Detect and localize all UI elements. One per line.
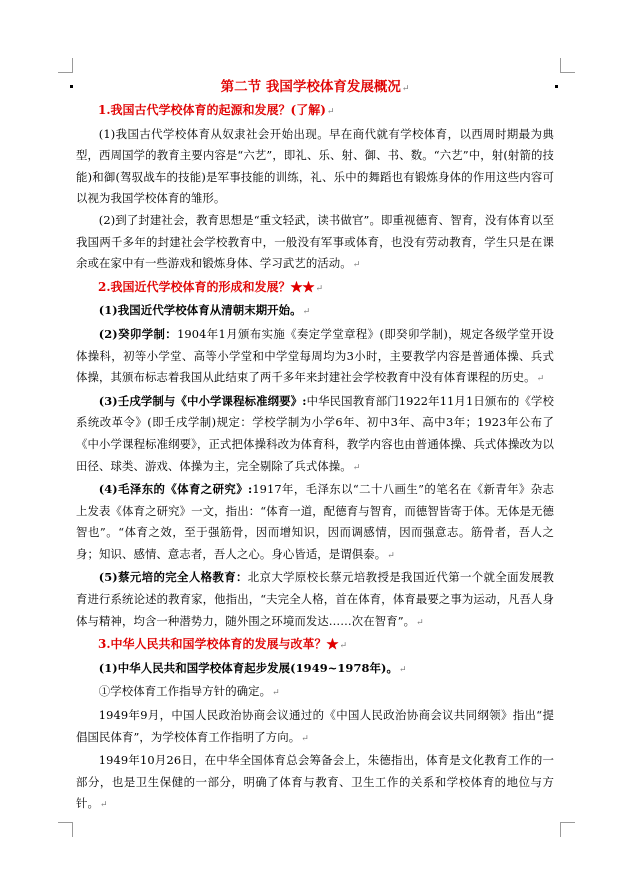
paragraph: (3)壬戌学制与《中小学课程标准纲要》:中华民国教育部门1922年11月1日颁布的《学校系统改革令》(即壬戌学制)规定：学校学制为小学6年、初中3年、高中3年；1923年公布了《中小学课程标准纲要》，正式把体操科改为体育科，教学内容也由普通体操、兵式体操改为以田径、球类、游戏、体操为主，完全剔除了兵式体操。↵	[76, 393, 554, 473]
list-bullet-marker	[70, 85, 73, 88]
paragraph: (1)中华人民共和国学校体育起步发展(1949~1978年)。↵	[98, 660, 407, 675]
crop-mark-top-right	[560, 58, 575, 73]
paragraph: (4)毛泽东的《体育之研究》:1917年，毛泽东以“二十八画生”的笔名在《新青年》杂志上发表《体育之研究》一文，指出：“体育一道，配德育与智育，而德智皆寄于体。无体是无德智也”。“体育之效，至于强筋骨，因而增知识，因而调感情，因而强意志。筋骨者，吾人之身；知识、感情、意志者，吾人之心。身心皆适，是谓俱泰。↵	[76, 482, 554, 561]
section-heading-1: 1.我国古代学校体育的起源和发展？(了解)↵	[98, 103, 335, 117]
section-heading-3: 3.中华人民共和国学校体育的发展与改革？★↵	[98, 637, 348, 652]
star-icon: ★★	[290, 279, 315, 294]
list-bullet-marker	[555, 85, 558, 88]
crop-mark-bottom-left	[58, 822, 73, 837]
star-icon: ★	[326, 637, 339, 652]
paragraph: 1949年10月26日，在中华全国体育总会筹备会上，朱德指出，体育是文化教育工作的一部分，也是卫生保健的一部分，明确了体育与教育、卫生工作的关系和学校体育的地位与方针。↵	[76, 753, 554, 811]
paragraph: (1)我国近代学校体育从清朝末期开始。↵	[98, 303, 311, 318]
paragraph: (1)我国古代学校体育从奴隶社会开始出现。早在商代就有学校体育，以西周时期最为典型，西周国学的教育主要内容是“六艺”，即礼、乐、射、御、书、数。“六艺”中，射(射箭的技能)和御(驾驭战车的技能)是军事技能的训练，礼、乐中的舞蹈也有锻炼身体的作用这些内容可以视为我国学校体育的雏形。	[76, 126, 554, 206]
document-body[interactable]	[76, 76, 554, 817]
paragraph: (2)到了封建社会，教育思想是“重文轻武，读书做官”。即重视德育、智育，没有体育以至我国两千多年的封建社会学校教育中，一般没有军事或体育，也没有劳动教育，学生只是在课余或在家中有一些游戏和锻炼身体、学习武艺的活动。↵	[76, 212, 554, 271]
paragraph: ①学校体育工作指导方针的确定。↵	[98, 684, 280, 699]
crop-mark-top-left	[58, 58, 73, 73]
paragraph: (2)癸卯学制：1904年1月颁布实施《奏定学堂章程》(即癸卯学制)，规定各级学堂开设体操科，初等小学堂、高等小学堂和中学堂每周均为3小时，主要教学内容是普通体操、兵式体操，其颁布标志着我国从此结束了两千多年来封建社会学校教育中没有体育课程的历史。↵	[76, 326, 555, 385]
crop-mark-bottom-right	[560, 822, 575, 837]
paragraph: (5)蔡元培的完全人格教育：北京大学原校长蔡元培教授是我国近代第一个就全面发展教育进行系统论述的教育家，他指出，“夫完全人格，首在体育，体育最要之事为运动，凡吾人身体与精神，均含一种潜势力，随外围之环境而发达……次在智育”。↵	[76, 570, 554, 628]
section-heading-2: 2.我国近代学校体育的形成和发展？★★↵	[98, 279, 324, 294]
paragraph: 1949年9月，中国人民政治协商会议通过的《中国人民政治协商会议共同纲领》指出“提倡国民体育”，为学校体育工作指明了方向。↵	[76, 708, 554, 744]
page-title: 第二节 我国学校体育发展概况↵	[220, 79, 410, 95]
